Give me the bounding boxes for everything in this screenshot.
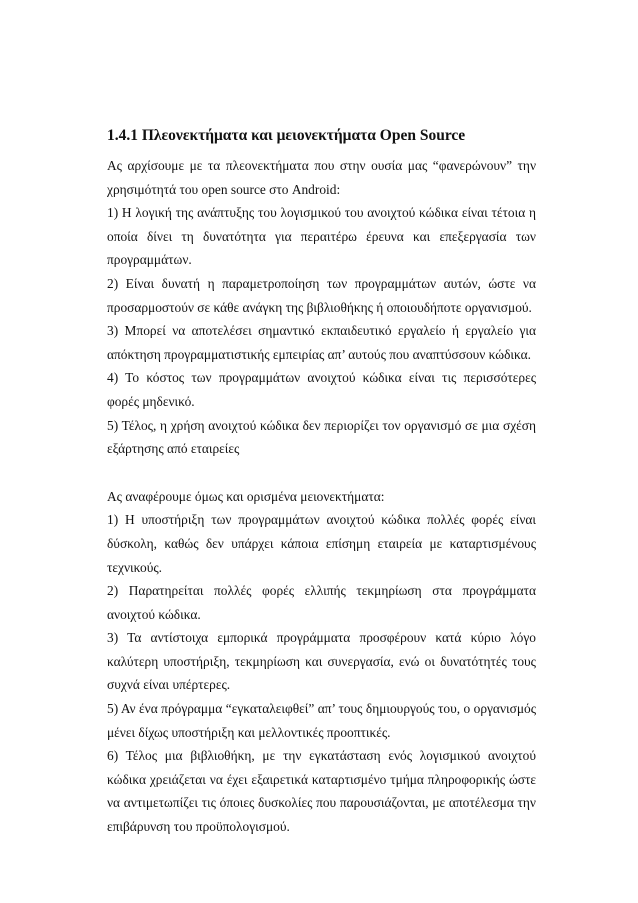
disadvantage-item-2: 2) Παρατηρείται πολλές φορές ελλιπής τεκμηρίωση στα προγράμματα ανοιχτού κώδικα. xyxy=(107,583,536,622)
disadvantage-item-6: 6) Τέλος μια βιβλιοθήκη, με την εγκατάσταση ενός λογισμικού ανοιχτού κώδικα χρειάζεται να έχει εξαιρετικά καταρτισμένο τμήμα πληροφορικής ώστε να αντιμετωπίζει τις όποιες δυσκολίες που παρουσιάζονται, με αποτέλεσμα την επιβάρυνση του προϋπολογισμού. xyxy=(107,748,536,835)
disadvantage-item-3: 3) Τα αντίστοιχα εμπορικά προγράμματα προσφέρουν κατά κύριο λόγο καλύτερη υποστήριξη, τεκμηρίωση και συνεργασία, ενώ οι δυνατότητές τους συχνά είναι υπέρτερες. xyxy=(107,630,536,693)
advantage-item-3: 3) Μπορεί να αποτελέσει σημαντικό εκπαιδευτικό εργαλείο ή εργαλείο για απόκτηση προγραμματιστικής εμπειρίας απ’ αυτούς που αναπτύσσουν κώδικα. xyxy=(107,323,536,362)
paragraph-gap xyxy=(107,461,536,485)
disadvantage-item-1: 1) Η υποστήριξη των προγραμμάτων ανοιχτού κώδικα πολλές φορές είναι δύσκολη, καθώς δεν υπάρχει κάποια επίσημη εταιρεία με καταρτισμένους τεχνικούς. xyxy=(107,512,536,575)
advantages-intro: Ας αρχίσουμε με τα πλεονεκτήματα που στην ουσία μας “φανερώνουν” την χρησιμότητά του open source στο Android: xyxy=(107,158,536,197)
advantage-item-1: 1) Η λογική της ανάπτυξης του λογισμικού του ανοιχτού κώδικα είναι τέτοια η οποία δίνει τη δυνατότητα για περαιτέρω έρευνα και επεξεργασία των προγραμμάτων. xyxy=(107,205,536,268)
advantage-item-5: 5) Τέλος, η χρήση ανοιχτού κώδικα δεν περιορίζει τον οργανισμό σε μια σχέση εξάρτησης από εταιρείες xyxy=(107,417,536,457)
disadvantages-section xyxy=(107,485,536,839)
advantage-item-4: 4) Το κόστος των προγραμμάτων ανοιχτού κώδικα είναι τις περισσότερες φορές μηδενικό. xyxy=(107,370,536,409)
disadvantages-intro: Ας αναφέρουμε όμως και ορισμένα μειονεκτήματα: xyxy=(107,488,385,504)
advantage-item-2: 2) Είναι δυνατή η παραμετροποίηση των προγραμμάτων αυτών, ώστε να προσαρμοστούν σε κάθε ανάγκη της βιβλιοθήκης ή οποιουδήποτε οργανισμού. xyxy=(107,275,536,315)
advantages-section xyxy=(107,154,536,461)
document-page xyxy=(107,126,536,839)
section-heading: 1.4.1 Πλεονεκτήματα και μειονεκτήματα Open Source xyxy=(107,127,466,144)
disadvantage-item-5: 5) Αν ένα πρόγραμμα “εγκαταλειφθεί” απ’ τους δημιουργούς του, ο οργανισμός μένει δίχως υποστήριξη και μελλοντικές προοπτικές. xyxy=(107,701,536,740)
